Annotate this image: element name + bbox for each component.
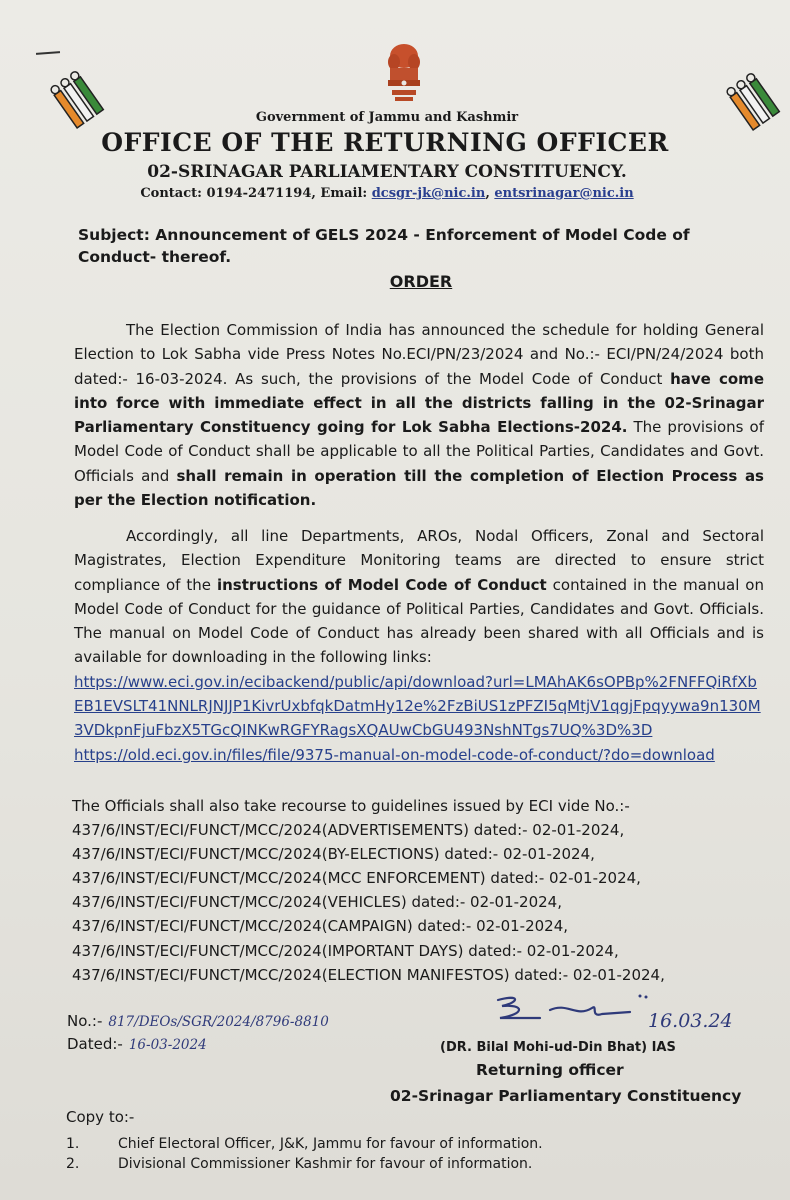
manual-download-link-1[interactable]: https://www.eci.gov.in/ecibackend/public/api/download?url=LMAhAK6sOPBp%2FNFFQiRfXbEB1EVSLT41NNLRJNJJP1KivrUxbfqkDatmHy12e%2FzBiUS1zPFZI5qMtjV1qgjFpqyywa9n130M3VDkpnFjuFbzX5TGcQINKwRGFYRagsXQAUwCbGU493NshNTgs7UQ%3D%3D — [74, 672, 761, 740]
manual-download-link-2[interactable]: https://old.eci.gov.in/files/file/9375-manual-on-model-code-of-conduct/?do=download — [74, 745, 715, 764]
copy-to-label: Copy to:- — [66, 1108, 135, 1126]
copy-item-text: Chief Electoral Officer, J&K, Jammu for favour of information. — [118, 1136, 543, 1152]
para1-bold-2: shall remain in operation till the completion of Election Process as per the Election notification. — [74, 466, 764, 510]
para1-bold-1: have come into force with immediate effect in all the districts falling in the 02-Srinagar Parliamentary Constituency going for Lok Sabha Elections-2024. — [74, 369, 764, 437]
email-separator: , — [485, 186, 495, 201]
government-name: Government of Jammu and Kashmir — [255, 110, 519, 125]
copy-item-text: Divisional Commissioner Kashmir for favour of information. — [118, 1156, 533, 1172]
pen-mark — [36, 51, 60, 55]
national-emblem-icon — [380, 40, 428, 104]
para1-text-1: The Election Commission of India has announced the schedule for holding General Election to Lok Sabha vide Press Notes No.ECI/PN/23/2024 and No.:- ECI/PN/24/2024 both dated:- 16-03-2024. As such, the provisions of the Model Code of Conduct — [74, 321, 764, 388]
signature-date: 16.03.24 — [648, 1010, 733, 1032]
paragraph-compliance — [74, 524, 764, 767]
guideline-item: 437/6/INST/ECI/FUNCT/MCC/2024(BY-ELECTIONS) dated:- 02-01-2024, — [72, 845, 595, 864]
reference-date — [67, 1035, 207, 1053]
reference-date-label: Dated:- — [67, 1035, 123, 1053]
guideline-item: 437/6/INST/ECI/FUNCT/MCC/2024(ELECTION MANIFESTOS) dated:- 02-01-2024, — [72, 965, 665, 984]
constituency-title: 02-SRINAGAR PARLIAMENTARY CONSTITUENCY. — [147, 162, 627, 182]
email-link-entsrinagar[interactable]: entsrinagar@nic.in — [494, 186, 634, 201]
election-commission-logo-right — [724, 70, 786, 136]
subject-line: Subject: Announcement of GELS 2024 - Enforcement of Model Code of Conduct- thereof. — [78, 226, 690, 266]
officer-constituency: 02-Srinagar Parliamentary Constituency — [390, 1087, 742, 1105]
officer-designation: Returning officer — [476, 1061, 624, 1079]
email-link-dcsgr[interactable]: dcsgr-jk@nic.in — [371, 186, 486, 201]
para2-bold-1: instructions of Model Code of Conduct — [216, 575, 547, 594]
copy-item-number: 2. — [66, 1156, 80, 1172]
reference-number-label: No.:- — [67, 1012, 103, 1030]
guideline-item: 437/6/INST/ECI/FUNCT/MCC/2024(MCC ENFORCEMENT) dated:- 02-01-2024, — [72, 869, 641, 888]
reference-number — [67, 1012, 329, 1030]
copy-to-item — [66, 1136, 543, 1152]
para2-text-2: contained in the manual on Model Code of Conduct for the guidance of Political Parties, Candidates and Govt. Officials. The manual on Model Code of Conduct has already been shared with all Officials and is available for downloading in the following links: — [74, 575, 764, 667]
para2-text-1: Accordingly, all line Departments, AROs, Nodal Officers, Zonal and Sectoral Magistrates, Election Expenditure Monitoring teams are directed to ensure strict compliance of the — [74, 527, 764, 594]
office-title: OFFICE OF THE RETURNING OFFICER — [101, 128, 669, 157]
order-heading: ORDER — [389, 272, 453, 291]
guidelines-list — [72, 794, 762, 987]
contact-line — [0, 186, 782, 201]
guidelines-intro: The Officials shall also take recourse to guidelines issued by ECI vide No.:- — [72, 797, 630, 815]
copy-item-number: 1. — [66, 1136, 80, 1152]
reference-date-value: 16-03-2024 — [128, 1037, 207, 1053]
guideline-item: 437/6/INST/ECI/FUNCT/MCC/2024(CAMPAIGN) dated:- 02-01-2024, — [72, 917, 569, 936]
reference-number-value: 817/DEOs/SGR/2024/8796-8810 — [108, 1014, 329, 1030]
handwritten-signature — [480, 988, 650, 1034]
guideline-item: 437/6/INST/ECI/FUNCT/MCC/2024(IMPORTANT DAYS) dated:- 02-01-2024, — [72, 941, 619, 960]
guideline-item: 437/6/INST/ECI/FUNCT/MCC/2024(VEHICLES) dated:- 02-01-2024, — [72, 893, 562, 912]
contact-prefix: Contact: 0194-2471194, Email: — [140, 186, 372, 201]
para1-text-2: The provisions of Model Code of Conduct shall be applicable to all the Political Parties, Candidates and Govt. Officials and — [74, 418, 764, 485]
officer-name: (DR. Bilal Mohi-ud-Din Bhat) IAS — [440, 1040, 676, 1055]
guideline-item: 437/6/INST/ECI/FUNCT/MCC/2024(ADVERTISEMENTS) dated:- 02-01-2024, — [72, 821, 625, 840]
paragraph-announcement — [74, 318, 764, 512]
copy-to-item — [66, 1156, 532, 1172]
